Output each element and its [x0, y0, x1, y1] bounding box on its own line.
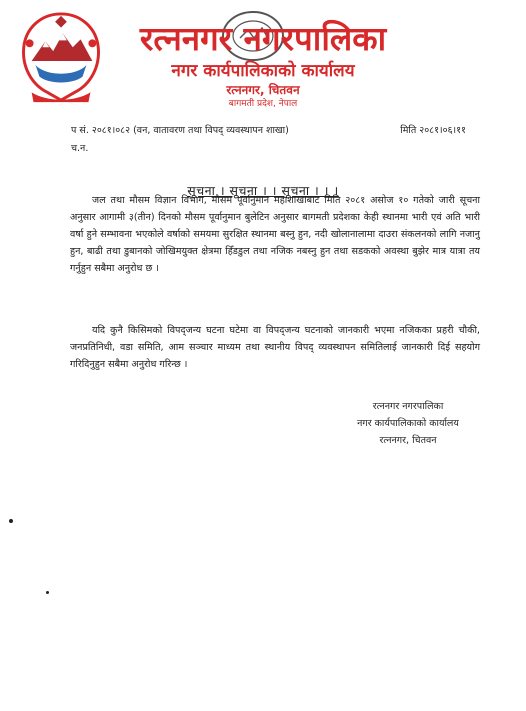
office-location: रत्ननगर, चितवन: [226, 83, 300, 97]
notice-paragraph-2: यदि कुनै किसिमको विपद्जन्य घटना घटेमा वा विपद्जन्य घटनाको जानकारी भएमा नजिकका प्रहरी चौकी, जनप्रतिनिधी, वडा समिति, आम सञ्चार माध्यम तथा स्थानीय विपद् व्यवस्थापन समितिलाई जानकारी दिई सहयोग गरिदिनुहुन सबैमा अनुरोध गरिन्छ ।: [70, 325, 480, 370]
notice-heading: सूचना । सूचना । । सूचना । । ।: [187, 183, 339, 198]
reference-number: प सं. २०८१।०८२ (वन, वातावरण तथा विपद् व्यवस्थापन शाखा): [71, 125, 289, 136]
signature-line-2: नगर कार्यपालिकाको कार्यालय: [357, 418, 459, 429]
letter-date: मिति २०८१।०६।११: [400, 125, 466, 136]
signature-line-1: रत्ननगर नगरपालिका: [372, 401, 444, 412]
notice-paragraph-1: जल तथा मौसम विज्ञान विभाग, मौसम पूर्वानुमान महाशाखाबाट मिति २०८१ असोज १० गतेको जारी सूचना अनुसार आगामी ३(तीन) दिनको मौसम पूर्वानुमान बुलेटिन अनुसार बागमती प्रदेशका केही स्थानमा भारी एवं अति भारी वर्षा हुने सम्भावना भएकोले वर्षाको समयमा सुरक्षित स्थानमा बस्नु हुन, नदी खोलानालामा दाउरा संकलनको लागि नजानु हुन, बाढी तथा डुबानको जोखिमयुक्त क्षेत्रमा हिँडडुल तथा नजिक नबस्नु हुन तथा सडकको अवस्था बुझेर मात्र यात्रा तय गर्नुहुन सबैमा अनुरोध छ ।: [70, 195, 480, 274]
signature-line-3: रत्ननगर, चितवन: [379, 435, 437, 446]
province-line: बागमती प्रदेश, नेपाल: [228, 99, 298, 109]
signature-block: [318, 398, 498, 449]
municipality-title: रत्ननगर नगरपालिका: [139, 19, 387, 58]
nepal-emblem-icon: [12, 8, 110, 110]
office-name: नगर कार्यपालिकाको कार्यालय: [171, 61, 355, 81]
scan-speck: [9, 519, 13, 523]
dispatch-number: च.न.: [71, 143, 89, 154]
scan-speck: [46, 591, 49, 594]
